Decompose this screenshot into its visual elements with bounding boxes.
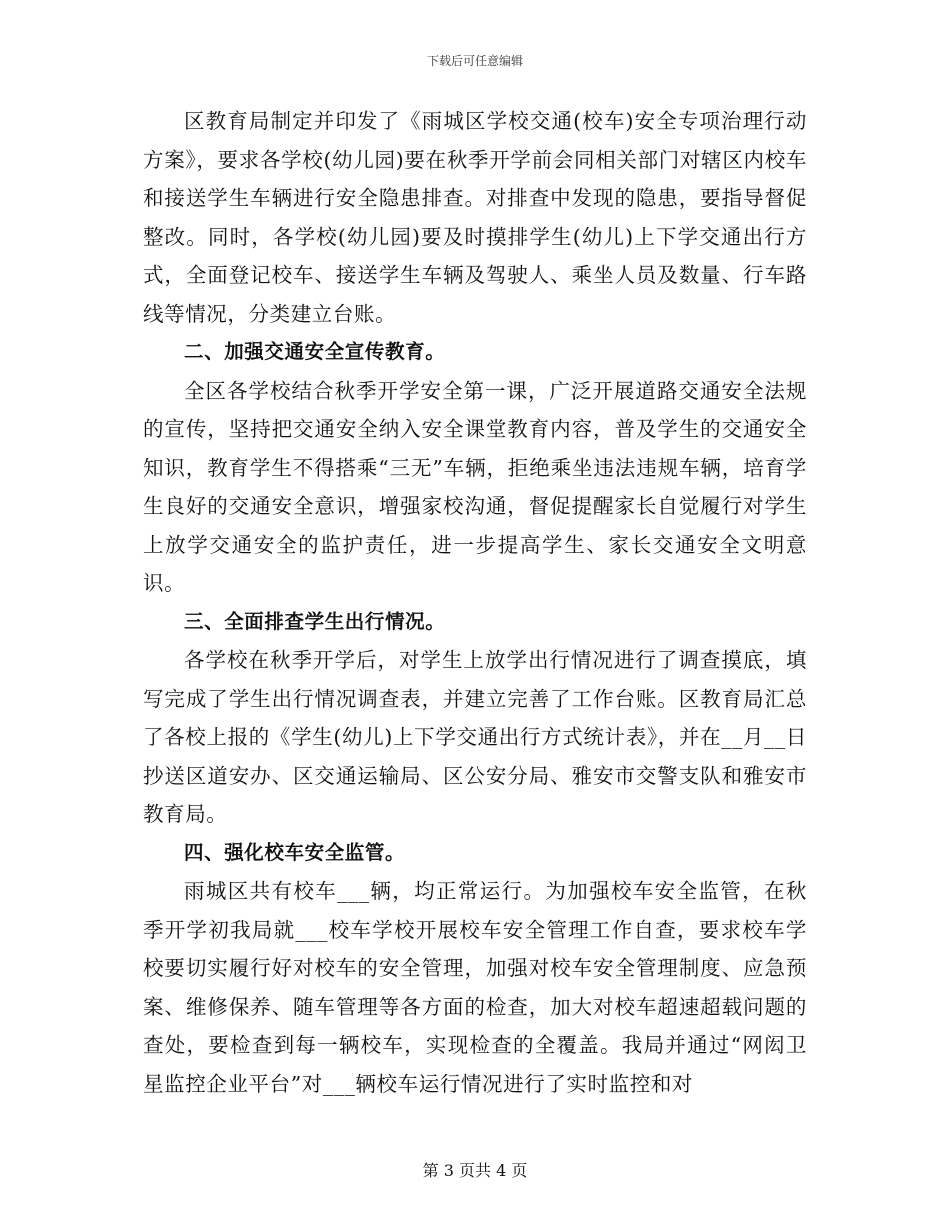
section-heading-safety-education: 二、加强交通安全宣传教育。 — [184, 340, 446, 363]
page-header: 下载后可任意编辑 — [426, 54, 523, 68]
paragraph-vehicle-inspection: 区教育局制定并印发了《雨城区学校交通(校车)安全专项治理行动方案》，要求各学校(幼儿园)要在秋季开学前会同相关部门对辖区内校车和接送学生车辆进行安全隐患排查。对排查中发现的隐患，要指导督促整改。同时，各学校(幼儿园)要及时摸排学生(幼儿)上下学交通出行方式，全面登记校车、接送学生车辆及驾驶人、乘坐人员及数量、行车路线等情况，分类建立台账。 — [143, 109, 807, 326]
section-heading-travel-survey: 三、全面排查学生出行情况。 — [184, 609, 446, 633]
section-heading-school-bus-supervision: 四、强化校车安全监管。 — [184, 840, 406, 864]
document-body — [143, 102, 807, 1103]
paragraph-travel-survey: 各学校在秋季开学后，对学生上放学出行情况进行了调查摸底，填写完成了学生出行情况调查表，并建立完善了工作台账。区教育局汇总了各校上报的《学生(幼儿)上下学交通出行方式统计表》，并在__月__日抄送区道安办、区交通运输局、区公安分局、雅安市交警支队和雅安市教育局。 — [143, 648, 807, 826]
paragraph-safety-education: 全区各学校结合秋季开学安全第一课，广泛开展道路交通安全法规的宣传，坚持把交通安全纳入安全课堂教育内容，普及学生的交通安全知识，教育学生不得搭乘“三无”车辆，拒绝乘坐违法违规车辆，培育学生良好的交通安全意识，增强家校沟通，督促提醒家长自觉履行对学生上放学交通安全的监护责任，进一步提高学生、家长交通安全文明意识。 — [143, 378, 807, 595]
paragraph-school-bus-supervision: 雨城区共有校车___辆，均正常运行。为加强校车安全监管，在秋季开学初我局就___校车学校开展校车安全管理工作自查，要求校车学校要切实履行好对校车的安全管理，加强对校车安全管理制度、应急预案、维修保养、随车管理等各方面的检查，加大对校车超速超载问题的查处，要检查到每一辆校车，实现检查的全覆盖。我局并通过“网闳卫星监控企业平台”对___辆校车运行情况进行了实时监控和对 — [143, 879, 807, 1096]
page-footer: 第 3 页共 4 页 — [422, 1161, 528, 1180]
